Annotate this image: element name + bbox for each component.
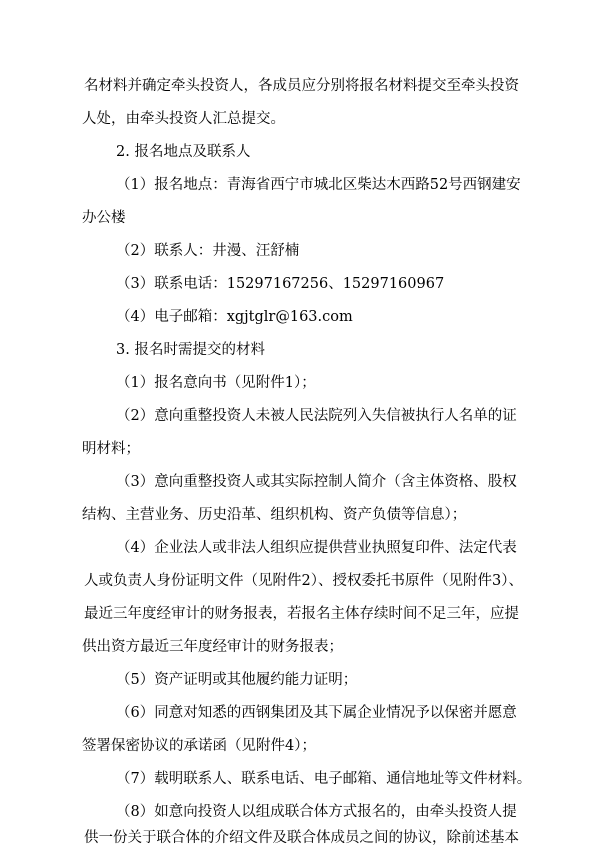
list-item: （4）电子邮箱：xgjtglr@163.com — [116, 309, 353, 325]
list-item: （3）联系电话：15297167256、15297160967 — [116, 276, 445, 292]
list-item-continuation: 供出资方最近三年度经审计的财务报表； — [82, 639, 343, 655]
list-item-continuation: 人或负责人身份证明文件（见附件2）、授权委托书原件（见附件3）、 — [84, 573, 523, 589]
section-heading: 2. 报名地点及联系人 — [116, 144, 251, 160]
list-item: （3）意向重整投资人或其实际控制人简介（含主体资格、股权 — [116, 474, 517, 490]
paragraph-line: 名材料并确定牵头投资人，各成员应分别将报名材料提交至牵头投资 — [84, 78, 519, 94]
list-item-continuation: 签署保密协议的承诺函（见附件4）； — [82, 738, 316, 754]
list-item: （8）如意向投资人以组成联合体方式报名的，由牵头投资人提 — [116, 804, 517, 820]
list-item-continuation: 结构、主营业务、历史沿革、组织机构、资产负债等信息）； — [82, 507, 467, 523]
list-item: （7）载明联系人、联系电话、电子邮箱、通信地址等文件材料。 — [116, 771, 532, 787]
paragraph-line: 人处，由牵头投资人汇总提交。 — [82, 111, 285, 127]
list-item-continuation: 供一份关于联合体的介绍文件及联合体成员之间的协议，除前述基本 — [84, 830, 519, 846]
list-item: （2）意向重整投资人未被人民法院列入失信被执行人名单的证 — [116, 408, 517, 424]
list-item: （4）企业法人或非法人组织应提供营业执照复印件、法定代表 — [116, 540, 517, 556]
list-item: （1）报名地点：青海省西宁市城北区柴达木西路52号西钢建安 — [116, 177, 521, 193]
list-item: （6）同意对知悉的西钢集团及其下属企业情况予以保密并愿意 — [116, 705, 517, 721]
section-heading: 3. 报名时需提交的材料 — [116, 342, 265, 358]
list-item: （5）资产证明或其他履约能力证明； — [116, 672, 358, 688]
list-item-continuation: 明材料； — [82, 441, 140, 457]
list-item: （1）报名意向书（见附件1）； — [116, 375, 316, 391]
list-item: （2）联系人：井漫、汪舒楠 — [116, 243, 300, 259]
list-item-continuation: 最近三年度经审计的财务报表，若报名主体存续时间不足三年，应提 — [84, 606, 519, 622]
list-item-continuation: 办公楼 — [82, 210, 126, 226]
